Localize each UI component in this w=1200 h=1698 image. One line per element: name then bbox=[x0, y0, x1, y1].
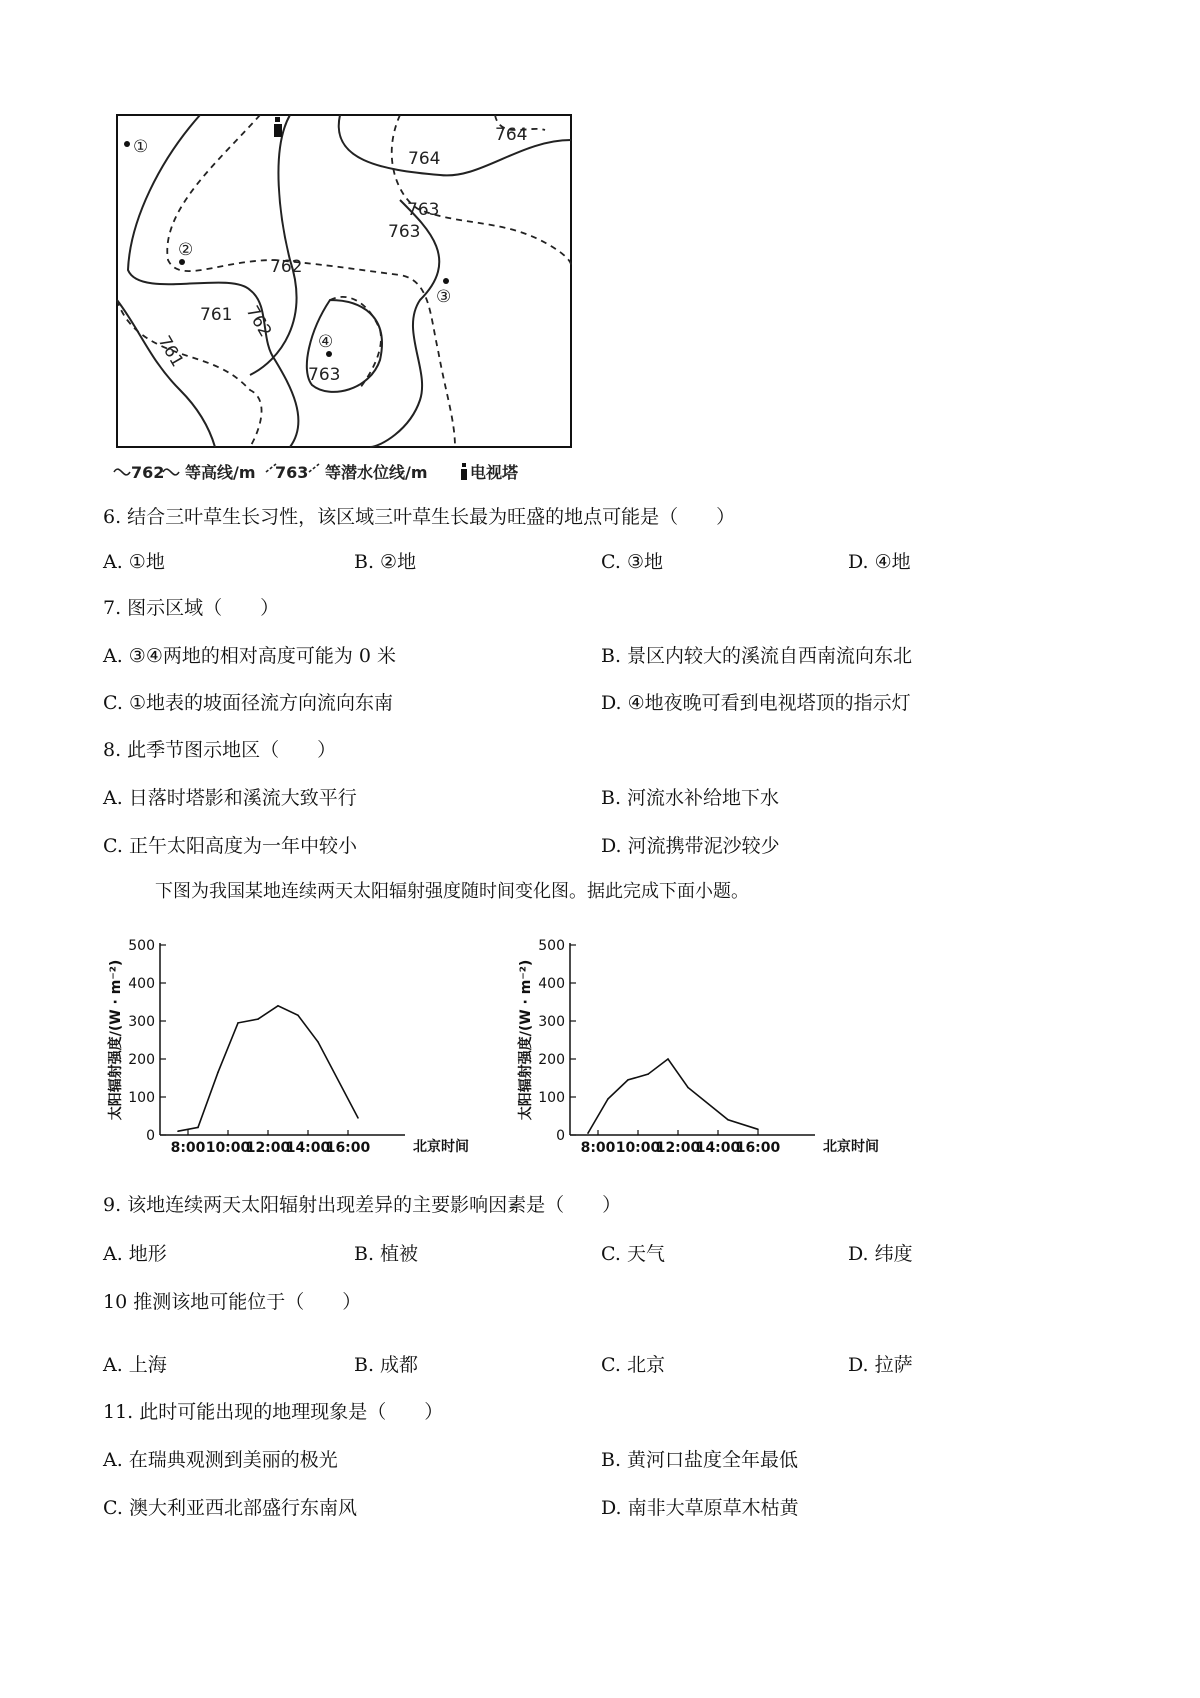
y-tick-label: 100 bbox=[128, 1090, 155, 1106]
point-3-label: ③ bbox=[436, 287, 452, 307]
question-8-option-b[interactable]: B. 河流水补给地下水 bbox=[601, 787, 780, 809]
y-tick-label: 200 bbox=[538, 1052, 565, 1068]
question-6-stem: 6. 结合三叶草生长习性，该区域三叶草生长最为旺盛的地点可能是（ ） bbox=[103, 506, 736, 528]
legend-contour-sample: 762 bbox=[131, 463, 165, 482]
question-9-option-a[interactable]: A. 地形 bbox=[103, 1243, 167, 1265]
point-1-label: ① bbox=[133, 137, 149, 157]
data-point bbox=[177, 1130, 179, 1132]
data-point bbox=[297, 1015, 299, 1017]
y-tick-label: 300 bbox=[538, 1014, 565, 1030]
contour-label: 761 bbox=[200, 305, 233, 325]
contour-label: 762 bbox=[241, 302, 276, 341]
data-point bbox=[237, 1022, 239, 1024]
question-7-option-a[interactable]: A. ③④两地的相对高度可能为 0 米 bbox=[103, 645, 397, 667]
question-8-stem: 8. 此季节图示地区（ ） bbox=[103, 739, 337, 761]
y-axis-label: 太阳辐射强度/(W · m⁻²) bbox=[518, 959, 534, 1121]
data-point bbox=[257, 1018, 259, 1020]
question-6-option-d[interactable]: D. ④地 bbox=[848, 551, 911, 573]
question-7-option-b[interactable]: B. 景区内较大的溪流自西南流向东北 bbox=[601, 645, 913, 667]
point-1-marker bbox=[124, 141, 130, 147]
question-8-option-c[interactable]: C. 正午太阳高度为一年中较小 bbox=[103, 835, 357, 857]
point-4-label: ④ bbox=[318, 332, 334, 352]
data-point bbox=[217, 1072, 219, 1074]
question-6-option-a[interactable]: A. ①地 bbox=[103, 551, 165, 573]
data-point bbox=[317, 1041, 319, 1043]
question-10-option-d[interactable]: D. 拉萨 bbox=[848, 1354, 913, 1376]
question-10-stem: 10 推测该地可能位于（ ） bbox=[103, 1291, 362, 1313]
data-point bbox=[687, 1087, 689, 1089]
y-tick-label: 100 bbox=[538, 1090, 565, 1106]
question-11-option-a[interactable]: A. 在瑞典观测到美丽的极光 bbox=[103, 1449, 338, 1471]
contour-label: 762 bbox=[270, 257, 303, 277]
contour-map bbox=[100, 100, 600, 485]
radiation-chart-day-1 bbox=[100, 935, 500, 1180]
question-11-option-b[interactable]: B. 黄河口盐度全年最低 bbox=[601, 1449, 799, 1471]
intro-text: 下图为我国某地连续两天太阳辐射强度随时间变化图。据此完成下面小题。 bbox=[155, 881, 749, 902]
data-point bbox=[197, 1127, 199, 1129]
question-6-option-c[interactable]: C. ③地 bbox=[601, 551, 663, 573]
contour-label: 764 bbox=[408, 149, 441, 169]
question-8-option-a[interactable]: A. 日落时塔影和溪流大致平行 bbox=[103, 787, 357, 809]
contour-label: 764 bbox=[495, 125, 528, 145]
water-table-line bbox=[392, 115, 571, 265]
x-tick-label: 16:00 bbox=[735, 1140, 781, 1156]
contour-label: 761 bbox=[153, 332, 188, 371]
point-3-marker bbox=[443, 278, 449, 284]
contour-label: 763 bbox=[388, 222, 421, 242]
x-tick-label: 8:00 bbox=[580, 1140, 616, 1156]
data-point bbox=[607, 1098, 609, 1100]
question-6-option-b[interactable]: B. ②地 bbox=[354, 551, 417, 573]
data-point bbox=[277, 1005, 279, 1007]
question-8-option-d[interactable]: D. 河流携带泥沙较少 bbox=[601, 835, 780, 857]
data-point bbox=[357, 1117, 359, 1119]
question-9-stem: 9. 该地连续两天太阳辐射出现差异的主要影响因素是（ ） bbox=[103, 1194, 622, 1216]
data-point bbox=[627, 1079, 629, 1081]
contour-label: 763 bbox=[407, 200, 440, 220]
question-11-option-d[interactable]: D. 南非大草原草木枯黄 bbox=[601, 1497, 799, 1519]
question-11-stem: 11. 此时可能出现的地理现象是（ ） bbox=[103, 1401, 444, 1423]
y-tick-label: 400 bbox=[538, 976, 565, 992]
legend-tower-icon bbox=[461, 463, 467, 480]
legend-contour-text: 等高线/m bbox=[185, 463, 256, 482]
question-11-option-c[interactable]: C. 澳大利亚西北部盛行东南风 bbox=[103, 1497, 357, 1519]
data-point bbox=[727, 1119, 729, 1121]
x-tick-label: 16:00 bbox=[325, 1140, 371, 1156]
x-tick-label: 14:00 bbox=[695, 1140, 741, 1156]
question-9-option-b[interactable]: B. 植被 bbox=[354, 1243, 419, 1265]
x-tick-label: 8:00 bbox=[170, 1140, 206, 1156]
water-table-line bbox=[117, 300, 262, 447]
data-point bbox=[757, 1129, 759, 1131]
x-tick-label: 10:00 bbox=[205, 1140, 251, 1156]
y-tick-label: 400 bbox=[128, 976, 155, 992]
contour-label: 763 bbox=[308, 365, 341, 385]
radiation-chart-day-2 bbox=[510, 935, 910, 1180]
series-line bbox=[178, 1006, 358, 1131]
question-7-option-c[interactable]: C. ①地表的坡面径流方向流向东南 bbox=[103, 692, 393, 714]
question-9-option-d[interactable]: D. 纬度 bbox=[848, 1243, 913, 1265]
point-2-label: ② bbox=[178, 240, 194, 260]
y-tick-label: 200 bbox=[128, 1052, 155, 1068]
y-tick-label: 0 bbox=[556, 1128, 565, 1144]
x-tick-label: 12:00 bbox=[655, 1140, 701, 1156]
question-7-stem: 7. 图示区域（ ） bbox=[103, 597, 280, 619]
legend-water-sample: 763 bbox=[275, 463, 309, 482]
question-10-option-c[interactable]: C. 北京 bbox=[601, 1354, 665, 1376]
y-tick-label: 0 bbox=[146, 1128, 155, 1144]
data-point bbox=[667, 1058, 669, 1060]
question-7-option-d[interactable]: D. ④地夜晚可看到电视塔顶的指示灯 bbox=[601, 692, 911, 714]
contour-line bbox=[339, 115, 571, 175]
x-tick-label: 14:00 bbox=[285, 1140, 331, 1156]
y-tick-label: 500 bbox=[128, 938, 155, 954]
legend-tower-text: 电视塔 bbox=[470, 463, 519, 482]
legend-water-text: 等潜水位线/m bbox=[325, 463, 428, 482]
tv-tower-icon bbox=[274, 117, 282, 137]
x-tick-label: 10:00 bbox=[615, 1140, 661, 1156]
y-tick-label: 300 bbox=[128, 1014, 155, 1030]
y-tick-label: 500 bbox=[538, 938, 565, 954]
x-axis-label: 北京时间 bbox=[413, 1139, 469, 1155]
x-tick-label: 12:00 bbox=[245, 1140, 291, 1156]
question-10-option-b[interactable]: B. 成都 bbox=[354, 1354, 419, 1376]
x-axis-label: 北京时间 bbox=[823, 1139, 879, 1155]
data-point bbox=[647, 1073, 649, 1075]
question-10-option-a[interactable]: A. 上海 bbox=[103, 1354, 167, 1376]
data-point bbox=[587, 1132, 589, 1134]
series-line bbox=[588, 1059, 758, 1133]
y-axis-label: 太阳辐射强度/(W · m⁻²) bbox=[108, 959, 124, 1121]
question-9-option-c[interactable]: C. 天气 bbox=[601, 1243, 665, 1265]
